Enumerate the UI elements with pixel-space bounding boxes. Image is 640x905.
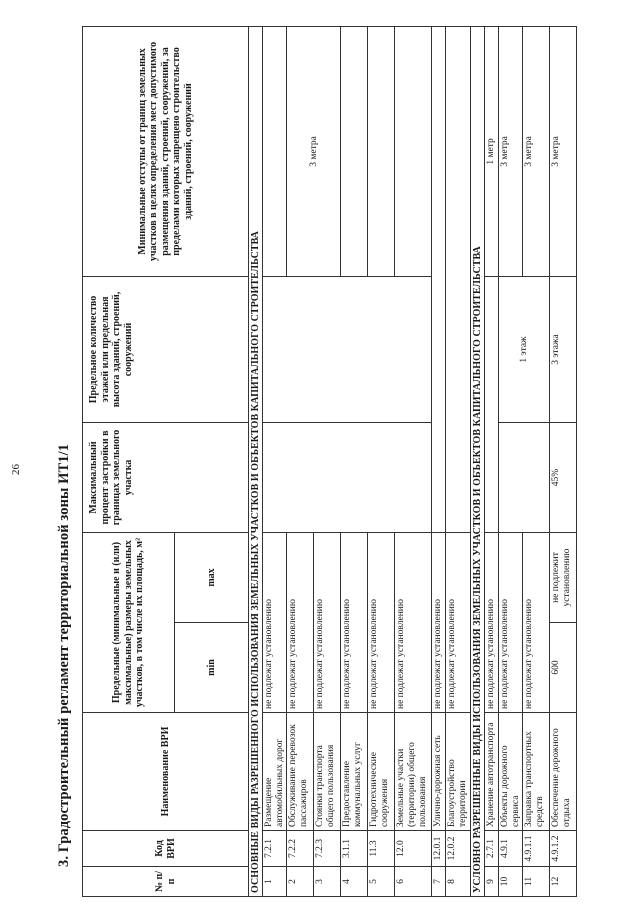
row-name: Улично-дорожная сеть [432, 713, 446, 831]
row-code: 12.0 [395, 831, 432, 867]
row-num: 8 [446, 867, 470, 897]
header-setback: Минимальные отступы от границ земельных участков в целях определения мест допустимого размещения зданий, строений, сооружений, за пределами которых запрещено строительство зданий, строений, сооружений [83, 26, 249, 276]
setback-cell-11: 3 метра [523, 26, 550, 276]
setback-cell-12: 3 метра [550, 26, 577, 276]
header-max: max [175, 532, 249, 622]
row-num: 4 [341, 867, 368, 897]
header-num: № п/п [83, 867, 249, 897]
header-floors: Предельное количество этажей или предельная высота зданий, строений, сооружений [83, 276, 249, 422]
row-num: 1 [263, 867, 287, 897]
row-num: 11 [523, 867, 550, 897]
row-empty [446, 26, 470, 532]
row-name: Заправка транспортных средств [523, 713, 550, 831]
table-row [498, 26, 522, 896]
page-number: 26 [10, 464, 22, 475]
row-sizes: не подлежат установлению [395, 532, 432, 712]
row-code: 7.2.2 [287, 831, 314, 867]
row-min: 600 [550, 623, 577, 713]
setback-cell-9: 1 метр [484, 26, 498, 276]
row-num: 7 [432, 867, 446, 897]
row-name: Размещение автомобильных дорог [263, 713, 287, 831]
row-name: Стоянки транспорта общего пользования [314, 713, 341, 831]
row-empty [432, 26, 446, 532]
row-sizes: не подлежат установлению [341, 532, 368, 712]
regulation-table [82, 26, 577, 897]
section-main: ОСНОВНЫЕ ВИДЫ РАЗРЕШЕННОГО ИСПОЛЬЗОВАНИЯ ЗЕМЕЛЬНЫХ УЧАСТКОВ И ОБЪЕКТОВ КАПИТАЛЬНОГО СТРОИТЕЛЬСТВА [249, 26, 263, 896]
row-max: не подлежит установлению [550, 532, 577, 622]
row-code: 12.0.1 [432, 831, 446, 867]
table-row [432, 26, 446, 896]
row-percent: 45% [550, 422, 577, 532]
row-sizes: не подлежат установлению [263, 532, 287, 712]
setback-cell-5 [368, 26, 395, 276]
row-name: Гидротехнические сооружения [368, 713, 395, 831]
percent-cell-10-11 [498, 422, 549, 532]
section-conditional: УСЛОВНО РАЗРЕШЕННЫЕ ВИДЫ ИСПОЛЬЗОВАНИЯ ЗЕМЕЛЬНЫХ УЧАСТКОВ И ОБЪЕКТОВ КАПИТАЛЬНОГО СТРОИТЕЛЬСТВА [470, 26, 484, 896]
row-name: Обслуживание перевозок пассажиров [287, 713, 314, 831]
row-empty [484, 276, 498, 532]
page-title: 3. Градостроительный регламент территориальной зоны ИТ1/1 [56, 443, 72, 867]
floors-cell-10-11: 1 этаж [498, 276, 549, 422]
row-code: 7.2.3 [314, 831, 341, 867]
row-code: 7.2.1 [263, 831, 287, 867]
setback-cell-2-3: 3 метра [287, 26, 341, 276]
row-num: 10 [498, 867, 522, 897]
row-name: Обеспечение дорожного отдыха [550, 713, 577, 831]
table-row [550, 26, 577, 896]
floors-cell-main [263, 276, 432, 422]
row-code: 11.3 [368, 831, 395, 867]
header-sizes: Предельные (минимальные и (или) максимальные) размеры земельных участков, в том числе их площадь, м² [83, 532, 175, 712]
row-num: 6 [395, 867, 432, 897]
row-num: 3 [314, 867, 341, 897]
row-sizes: не подлежат установлению [314, 532, 341, 712]
row-sizes: не подлежат установлению [368, 532, 395, 712]
row-code: 4.9.1.2 [550, 831, 577, 867]
row-num: 5 [368, 867, 395, 897]
row-sizes: не подлежат установлению [446, 532, 470, 712]
row-sizes: не подлежат установлению [432, 532, 446, 712]
table-row [446, 26, 470, 896]
row-code: 4.9.1.1 [523, 831, 550, 867]
row-name: Объекты дорожного сервиса [498, 713, 522, 831]
row-code: 12.0.2 [446, 831, 470, 867]
row-code: 2.7.1 [484, 831, 498, 867]
row-num: 9 [484, 867, 498, 897]
row-code: 3.1.1 [341, 831, 368, 867]
row-num: 2 [287, 867, 314, 897]
setback-cell-6 [395, 26, 432, 276]
row-sizes: не подлежат установлению [498, 532, 522, 712]
percent-cell-main [263, 422, 432, 532]
header-name: Наименование ВРИ [83, 713, 249, 831]
row-name: Предоставление коммунальных услуг [341, 713, 368, 831]
row-name: Земельные участки (территории) общего пользования [395, 713, 432, 831]
setback-cell-4 [341, 26, 368, 276]
header-percent: Максимальный процент застройки в границах земельного участка [83, 422, 249, 532]
setback-cell-1 [263, 26, 287, 276]
row-code: 4.9.1 [498, 831, 522, 867]
row-sizes: не подлежат установлению [287, 532, 314, 712]
header-code: Код ВРИ [83, 831, 249, 867]
row-num: 12 [550, 867, 577, 897]
row-name: Хранение автотранспорта [484, 713, 498, 831]
row-sizes: не подлежат установлению [523, 532, 550, 712]
table-row [263, 26, 287, 896]
row-name: Благоустройство территории [446, 713, 470, 831]
table-row [484, 26, 498, 896]
row-floors: 3 этажа [550, 276, 577, 422]
header-min: min [175, 623, 249, 713]
row-sizes: не подлежат установлению [484, 532, 498, 712]
setback-cell-10: 3 метра [498, 26, 522, 276]
